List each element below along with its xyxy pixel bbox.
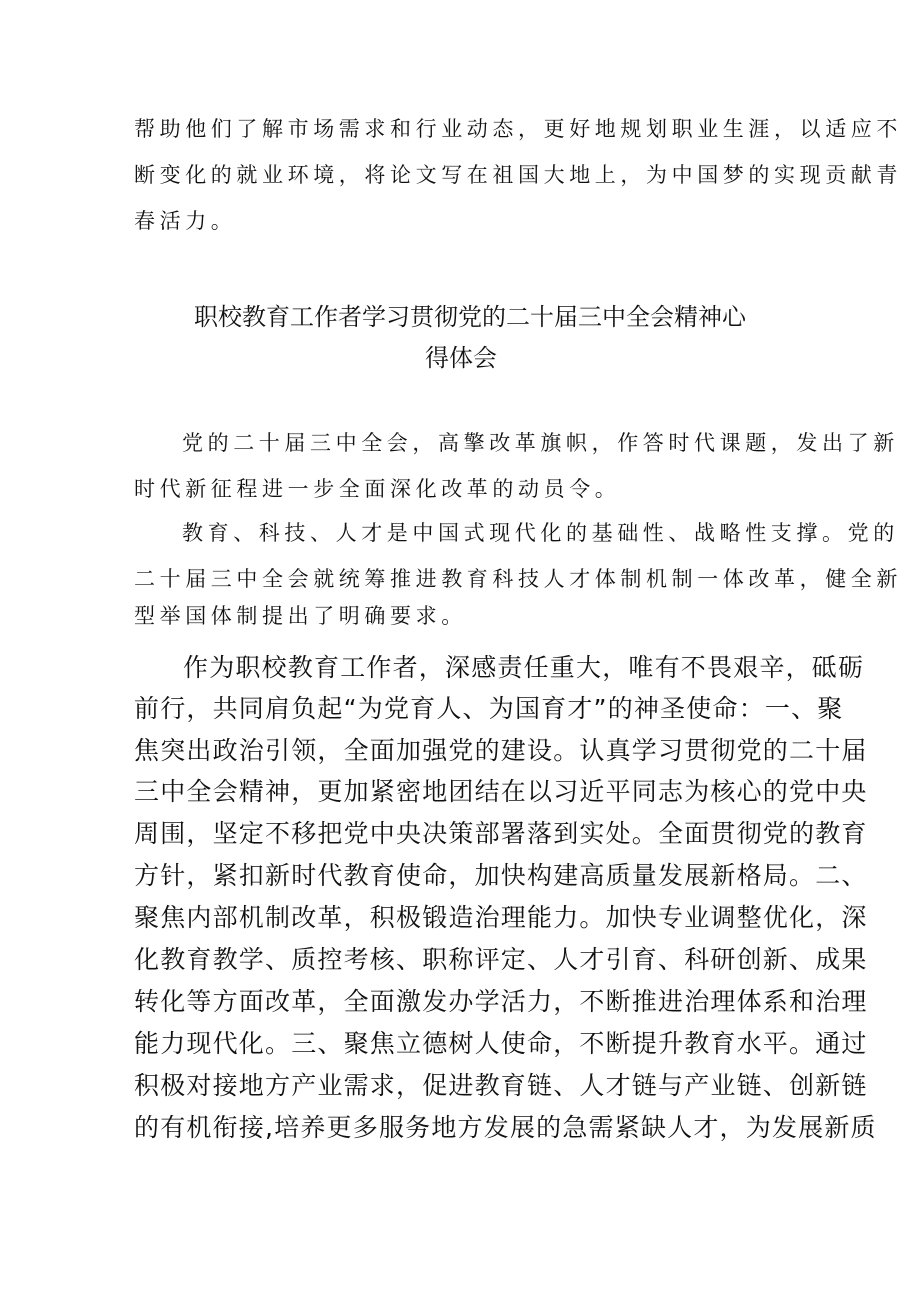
intro-line: 春活力。	[134, 209, 237, 233]
paragraph-line: 三中全会精神，更加紧密地团结在以习近平同志为核心的党中央	[134, 777, 868, 806]
title-line-2: 得体会	[425, 344, 497, 372]
paragraph-line: 教育、科技、人才是中国式现代化的基础性、战略性支撑。党的	[182, 521, 899, 545]
paragraph-line: 周围，坚定不移把党中央决策部署落到实处。全面贯彻党的教育	[134, 819, 868, 848]
paragraph-line: 作为职校教育工作者，深感责任重大，唯有不畏艰辛，砥砺	[183, 653, 865, 682]
paragraph-line: 党的二十届三中全会，高擎改革旗帜，作答时代课题，发出了新	[182, 431, 899, 455]
paragraph-line: 的有机衔接,培养更多服务地方发展的急需紧缺人才，为发展新质	[134, 1113, 877, 1142]
paragraph-line: 二十届三中全会就统筹推进教育科技人才体制机制一体改革，健全新	[134, 567, 902, 591]
intro-line: 断变化的就业环境，将论文写在祖国大地上，为中国梦的实现贡献青	[134, 163, 902, 187]
paragraph-line: 焦突出政治引领，全面加强党的建设。认真学习贯彻党的二十届	[134, 736, 868, 765]
paragraph-line: 积极对接地方产业需求，促进教育链、人才链与产业链、创新链	[134, 1071, 868, 1100]
paragraph-line: 转化等方面改革，全面激发办学活力，不断推进治理体系和治理	[134, 987, 868, 1016]
intro-line: 帮助他们了解市场需求和行业动态，更好地规划职业生涯，以适应不	[134, 117, 902, 141]
paragraph-line: 能力现代化。三、聚焦立德树人使命，不断提升教育水平。通过	[134, 1029, 868, 1058]
paragraph-line: 型举国体制提出了明确要求。	[134, 604, 467, 628]
paragraph-line: 聚焦内部机制改革，积极锻造治理能力。加快专业调整优化，深	[134, 903, 868, 932]
paragraph-line: 化教育教学、质控考核、职称评定、人才引育、科研创新、成果	[134, 945, 868, 974]
paragraph-line: 前行，共同肩负起“为党育人、为国育才”的神圣使命：一、聚	[134, 694, 844, 723]
paragraph-line: 方针，紧扣新时代教育使命，加快构建高质量发展新格局。二、	[134, 861, 868, 890]
paragraph-line: 时代新征程进一步全面深化改革的动员令。	[134, 477, 621, 501]
title-line-1: 职校教育工作者学习贯彻党的二十届三中全会精神心	[194, 303, 746, 331]
